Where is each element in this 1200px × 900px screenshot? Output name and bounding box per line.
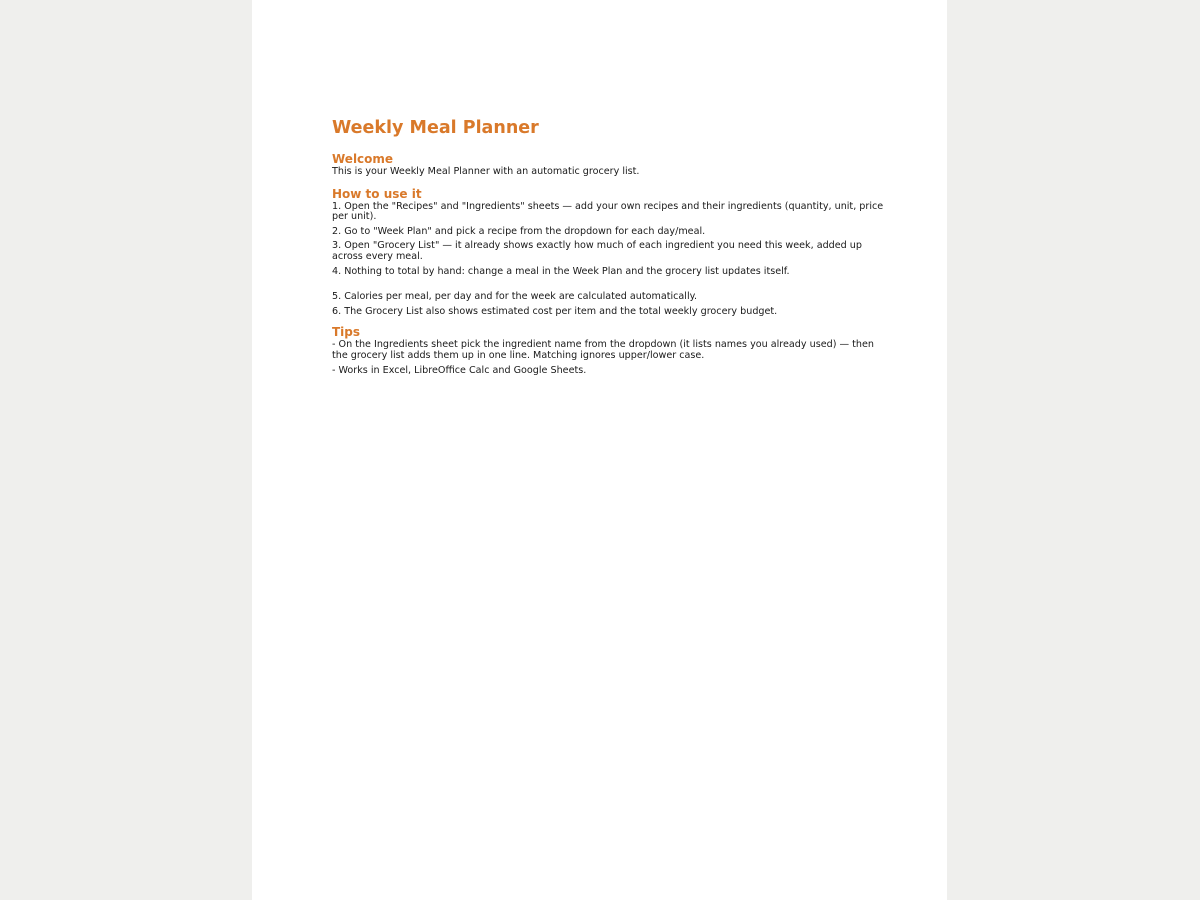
how-to-step: 1. Open the "Recipes" and "Ingredients" sheets — add your own recipes and their ingredients (quantity, unit, price per unit). xyxy=(332,200,884,223)
document-content xyxy=(332,117,884,380)
how-to-step: 6. The Grocery List also shows estimated cost per item and the total weekly grocery budget. xyxy=(332,305,778,317)
how-to-step: 2. Go to "Week Plan" and pick a recipe from the dropdown for each day/meal. xyxy=(332,225,706,237)
welcome-heading: Welcome xyxy=(332,152,394,166)
document-title: Weekly Meal Planner xyxy=(332,118,539,138)
how-to-heading: How to use it xyxy=(332,186,422,201)
welcome-text: This is your Weekly Meal Planner with an automatic grocery list. xyxy=(332,166,640,177)
how-to-step: 4. Nothing to total by hand: change a meal in the Week Plan and the grocery list updates itself. xyxy=(332,265,790,277)
how-to-step: 3. Open "Grocery List" — it already shows exactly how much of each ingredient you need this week, added up across every meal. xyxy=(332,240,862,262)
tip-item: - On the Ingredients sheet pick the ingredient name from the dropdown (it lists names you already used) — then the grocery list adds them up in one line. Matching ignores upper/lower case. xyxy=(332,339,874,361)
how-to-step: 5. Calories per meal, per day and for the week are calculated automatically. xyxy=(332,291,697,303)
tip-item: - Works in Excel, LibreOffice Calc and Google Sheets. xyxy=(332,364,587,376)
document-page xyxy=(252,0,947,900)
tips-heading: Tips xyxy=(332,325,361,340)
